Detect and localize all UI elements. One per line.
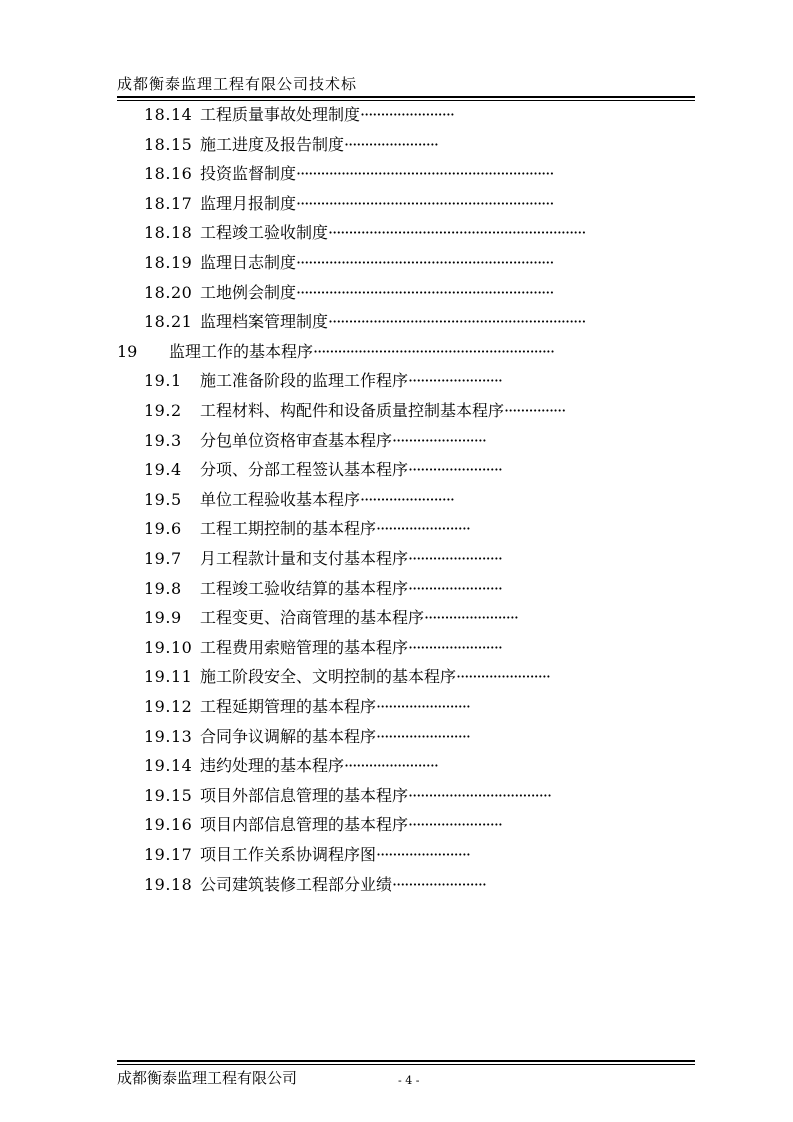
toc-entry-leader: ······························································· — [296, 253, 554, 272]
toc-entry-number: 18.21 — [144, 312, 193, 332]
toc-entry — [144, 840, 470, 870]
toc-entry — [144, 218, 585, 248]
toc-entry — [144, 366, 502, 396]
toc-entry-number: 19.4 — [144, 460, 182, 480]
toc-entry-title: 工程竣工验收制度 — [200, 223, 329, 243]
toc-entry — [144, 396, 565, 426]
toc-entry-leader: ······················· — [344, 134, 438, 154]
toc-entry — [117, 337, 554, 367]
toc-entry-number: 19.15 — [144, 785, 193, 805]
toc-entry-title: 月工程款计量和支付基本程序 — [200, 549, 409, 568]
toc-entry-title: 工程竣工验收结算的基本程序 — [200, 578, 409, 598]
toc-entry-leader: ······················· — [392, 430, 486, 450]
toc-entry-number: 18.14 — [144, 105, 193, 124]
toc-entry — [144, 870, 486, 900]
toc-entry-title: 单位工程验收基本程序 — [200, 489, 361, 509]
toc-entry-leader: ······················· — [376, 726, 470, 746]
toc-entry — [144, 722, 470, 752]
toc-entry — [144, 455, 502, 485]
toc-entry-title: 分项、分部工程签认基本程序 — [200, 460, 409, 480]
toc-entry-title: 工程变更、洽商管理的基本程序 — [200, 608, 425, 628]
toc-entry — [144, 574, 502, 604]
toc-entry-title: 工程材料、构配件和设备质量控制基本程序 — [200, 401, 505, 420]
toc-entry-leader: ······················· — [360, 105, 454, 124]
toc-entry-leader: ······························································· — [296, 193, 554, 213]
toc-entry — [144, 159, 553, 189]
toc-entry — [144, 189, 553, 219]
toc-entry — [144, 810, 502, 840]
toc-entry-leader: ······················· — [392, 874, 486, 894]
toc-entry-title: 监理工作的基本程序 — [169, 341, 314, 361]
toc-entry-number: 19 — [117, 341, 138, 361]
toc-entry-title: 监理月报制度 — [200, 193, 297, 213]
toc-entry-number: 19.10 — [144, 637, 193, 657]
toc-entry — [144, 633, 502, 663]
toc-entry-leader: ······················· — [408, 637, 502, 657]
toc-entry — [144, 130, 438, 160]
toc-entry — [144, 426, 486, 456]
toc-entry-title: 合同争议调解的基本程序 — [200, 726, 377, 746]
toc-entry-number: 19.16 — [144, 815, 193, 835]
toc-entry — [144, 751, 438, 781]
toc-entry-leader: ······················· — [408, 371, 502, 391]
toc-entry-title: 工程工期控制的基本程序 — [200, 519, 377, 539]
toc-entry-number: 19.13 — [144, 726, 193, 746]
footer-rule-thin — [117, 1064, 695, 1065]
header-rule — [117, 96, 695, 98]
toc-entry-number: 19.5 — [144, 489, 182, 509]
toc-entry-title: 违约处理的基本程序 — [200, 756, 345, 776]
toc-entry-leader: ······················· — [408, 578, 502, 598]
toc-entry-title: 工地例会制度 — [200, 282, 297, 302]
toc-entry-number: 19.18 — [144, 874, 193, 894]
toc-entry — [144, 100, 454, 130]
toc-entry — [144, 514, 470, 544]
toc-entry — [144, 307, 585, 337]
toc-entry-title: 施工进度及报告制度 — [200, 134, 345, 154]
toc-entry-number: 18.18 — [144, 223, 193, 243]
toc-entry — [144, 662, 550, 692]
toc-entry — [144, 278, 553, 308]
toc-entry-leader: ······················· — [424, 608, 518, 628]
toc-entry-title: 分包单位资格审查基本程序 — [200, 430, 393, 450]
toc-entry-number: 18.15 — [144, 134, 193, 154]
toc-entry-number: 18.19 — [144, 253, 193, 272]
toc-entry — [144, 544, 502, 574]
toc-entry-number: 19.17 — [144, 845, 193, 864]
toc-entry-number: 19.7 — [144, 549, 182, 568]
toc-entry-title: 项目外部信息管理的基本程序 — [200, 785, 409, 805]
toc-entry-title: 项目内部信息管理的基本程序 — [200, 815, 409, 835]
toc-entry-title: 项目工作关系协调程序图 — [200, 845, 377, 864]
toc-entry-number: 19.8 — [144, 578, 182, 598]
toc-entry-leader: ······················· — [408, 549, 502, 568]
toc-entry-number: 19.12 — [144, 697, 193, 716]
toc-entry-leader: ······················· — [376, 519, 470, 539]
toc-entry-title: 监理日志制度 — [200, 253, 297, 272]
toc-entry-title: 工程质量事故处理制度 — [200, 105, 361, 124]
toc-entry-number: 18.20 — [144, 282, 193, 302]
toc-entry-number: 19.1 — [144, 371, 182, 391]
toc-entry-leader: ······················· — [376, 845, 470, 864]
toc-entry — [144, 781, 551, 811]
toc-entry-number: 19.9 — [144, 608, 182, 628]
toc-entry-leader: ······················· — [344, 756, 438, 776]
toc-entry-leader: ······························································· — [296, 282, 554, 302]
toc-entry-title: 监理档案管理制度 — [200, 312, 329, 332]
toc-entry-title: 工程延期管理的基本程序 — [200, 697, 377, 716]
toc-entry-number: 19.2 — [144, 401, 182, 420]
toc-entry — [144, 248, 553, 278]
toc-entry-number: 19.11 — [144, 667, 193, 687]
toc-entry-leader: ······················· — [360, 489, 454, 509]
toc-entry-title: 公司建筑装修工程部分业绩 — [200, 874, 393, 894]
toc-entry-number: 18.16 — [144, 164, 193, 184]
toc-entry — [144, 603, 518, 633]
footer-rule — [117, 1060, 695, 1062]
toc-entry-leader: ··············· — [504, 401, 566, 420]
toc-entry-title: 施工阶段安全、文明控制的基本程序 — [200, 667, 457, 687]
toc-entry-leader: ······························································· — [296, 164, 554, 184]
toc-entry-leader: ··································· — [408, 785, 552, 805]
toc-entry-title: 工程费用索赔管理的基本程序 — [200, 637, 409, 657]
toc-entry-leader: ······················· — [408, 460, 502, 480]
toc-entry-title: 施工准备阶段的监理工作程序 — [200, 371, 409, 391]
header-title: 成都衡泰监理工程有限公司技术标 — [117, 75, 358, 93]
toc-entry-number: 18.17 — [144, 193, 193, 213]
toc-entry-title: 投资监督制度 — [200, 164, 297, 184]
toc-entry — [144, 485, 454, 515]
toc-entry-leader: ······························································· — [328, 312, 586, 332]
toc-entry-leader: ······················· — [408, 815, 502, 835]
footer-company: 成都衡泰监理工程有限公司 — [117, 1069, 298, 1087]
toc-entry-leader: ··························································· — [313, 341, 555, 361]
toc-entry-leader: ······························································· — [328, 223, 586, 243]
page-number: - 4 - — [398, 1074, 420, 1087]
toc-entry-number: 19.14 — [144, 756, 193, 776]
toc-entry-leader: ······················· — [376, 697, 470, 716]
toc-entry — [144, 692, 470, 722]
toc-entry-number: 19.6 — [144, 519, 182, 539]
toc-entry-number: 19.3 — [144, 430, 182, 450]
toc-entry-leader: ······················· — [456, 667, 550, 687]
